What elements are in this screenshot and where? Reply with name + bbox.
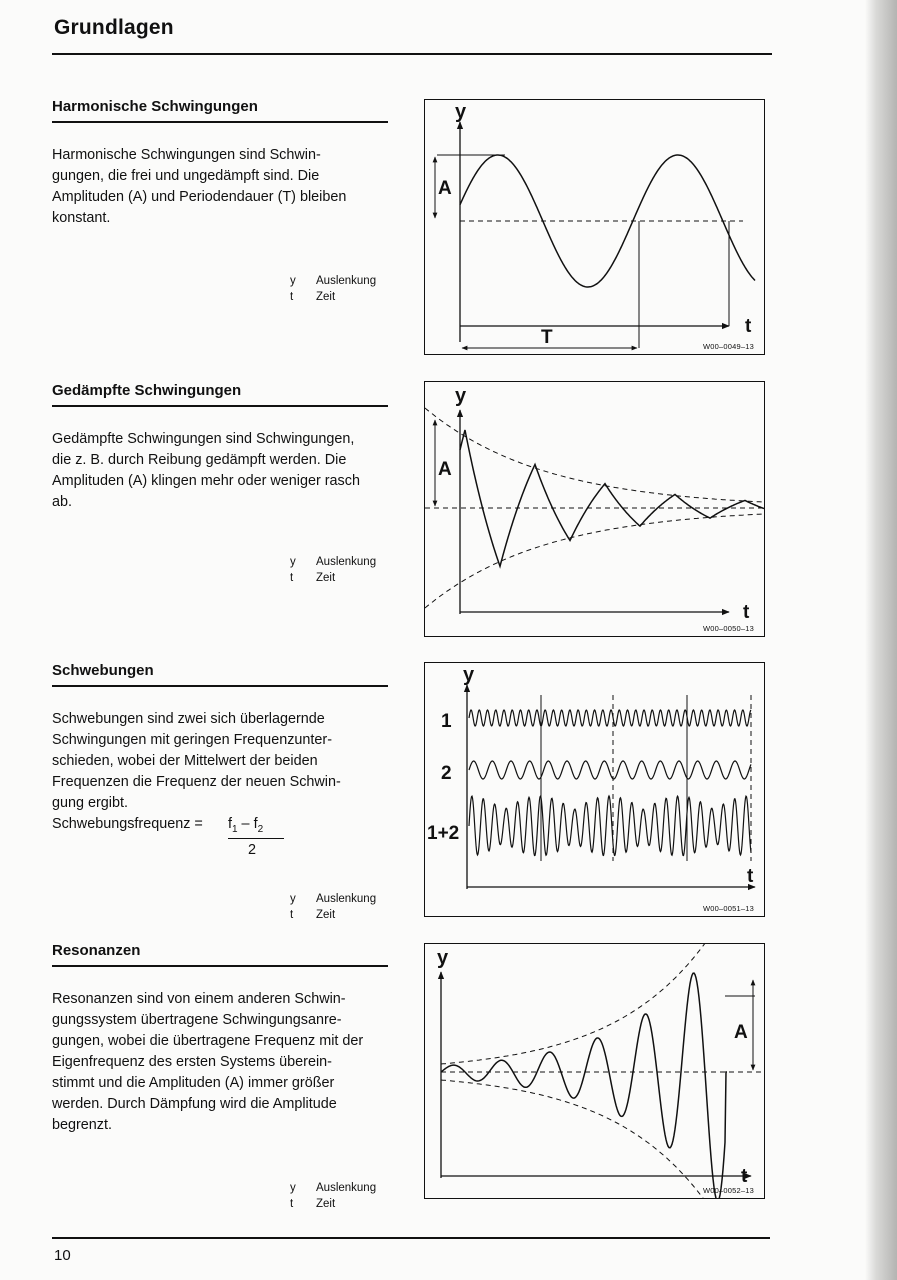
legend-meaning: Zeit <box>316 909 336 921</box>
figure-code: W00–0049–13 <box>703 342 754 351</box>
section-beat <box>52 662 392 858</box>
text-line: gungen, wobei die übertragene Frequenz mit der <box>52 1033 364 1049</box>
legend-symbol: y <box>290 275 296 287</box>
legend-symbol: t <box>290 1198 294 1210</box>
text-line: Amplituden (A) klingen mehr oder weniger rasch <box>52 473 360 489</box>
section-resonance <box>52 942 392 1136</box>
page-number: 10 <box>54 1247 71 1264</box>
legend-meaning: Zeit <box>316 1198 336 1210</box>
y-axis-label: y <box>463 664 475 686</box>
text-line: konstant. <box>52 210 111 226</box>
text-line: Frequenzen die Frequenz der neuen Schwin- <box>52 774 341 790</box>
t-axis-label: t <box>745 316 752 337</box>
damped-diagram <box>425 382 764 636</box>
envelope-lower <box>425 514 763 608</box>
text-line: gungssystem übertragene Schwingungsanre- <box>52 1012 342 1028</box>
legend-meaning: Auslenkung <box>316 1182 377 1194</box>
text-line: Amplituden (A) und Periodendauer (T) bleiben <box>52 189 347 205</box>
text-line: schieden, wobei der Mittelwert der beiden <box>52 753 318 769</box>
text-line: gungen, die frei und ungedämpft sind. Die <box>52 168 320 184</box>
section-harmonic <box>52 98 392 229</box>
envelope-upper <box>425 408 763 502</box>
text-line: die z. B. durch Reibung gedämpft werden. Die <box>52 452 347 468</box>
text-line: Harmonische Schwingungen sind Schwin- <box>52 147 321 163</box>
section-heading: Gedämpfte Schwingungen <box>52 382 388 407</box>
envelope-upper <box>441 944 763 1064</box>
row-label: 1 <box>441 711 452 732</box>
legend-symbol: t <box>290 909 294 921</box>
figure-damped <box>424 381 765 637</box>
amplitude-label: A <box>734 1022 748 1043</box>
text-line: Eigenfrequenz des ersten Systems überein- <box>52 1054 332 1070</box>
page-edge-shadow <box>865 0 897 1280</box>
damped-curve <box>460 430 764 566</box>
text-line: gung ergibt. <box>52 795 129 811</box>
text-line: Resonanzen sind von einem anderen Schwin- <box>52 991 346 1007</box>
footer-rule <box>52 1237 770 1239</box>
legend-meaning: Zeit <box>316 572 336 584</box>
y-axis-label: y <box>455 101 467 123</box>
title-rule <box>52 53 772 55</box>
text-line: Schwingungen mit geringen Frequenzunter- <box>52 732 332 748</box>
legend-symbol: y <box>290 1182 296 1194</box>
t-axis-label: t <box>743 602 750 623</box>
row-label: 1+2 <box>427 823 460 844</box>
section-text <box>52 989 390 1136</box>
t-axis-label: t <box>741 1166 748 1187</box>
text-line: Schwebungen sind zwei sich überlagernde <box>52 711 325 727</box>
figure-code: W00–0051–13 <box>703 904 754 913</box>
legend-symbol: y <box>290 556 296 568</box>
legend <box>290 891 376 923</box>
legend-meaning: Auslenkung <box>316 556 377 568</box>
row-label: 2 <box>441 763 452 784</box>
legend-meaning: Auslenkung <box>316 893 377 905</box>
legend-meaning: Auslenkung <box>316 275 377 287</box>
text-line: ab. <box>52 494 73 510</box>
section-heading: Harmonische Schwingungen <box>52 98 388 123</box>
legend-symbol: y <box>290 893 296 905</box>
figure-code: W00–0050–13 <box>703 624 754 633</box>
text-line: Gedämpfte Schwingungen sind Schwingungen, <box>52 431 355 447</box>
legend <box>290 273 376 305</box>
legend-symbol: t <box>290 572 294 584</box>
formula-denominator: 2 <box>248 842 257 858</box>
figure-harmonic <box>424 99 765 355</box>
period-label: T <box>541 327 553 348</box>
section-damped <box>52 382 392 513</box>
legend-symbol: t <box>290 291 294 303</box>
wave-1 <box>469 710 751 726</box>
legend <box>290 1180 376 1212</box>
section-heading: Resonanzen <box>52 942 388 967</box>
y-axis-label: y <box>455 385 467 407</box>
text-line: begrenzt. <box>52 1117 113 1133</box>
section-text <box>52 429 390 513</box>
section-text <box>52 145 390 229</box>
formula-lhs: Schwebungsfrequenz = <box>52 816 203 832</box>
t-axis-label: t <box>747 866 754 887</box>
resonance-diagram <box>425 944 764 1198</box>
wave-2 <box>469 761 751 779</box>
y-axis-label: y <box>437 947 449 969</box>
beat-diagram <box>425 663 764 916</box>
page-title: Grundlagen <box>54 16 174 39</box>
envelope-lower <box>441 1080 763 1198</box>
section-heading: Schwebungen <box>52 662 388 687</box>
amplitude-label: A <box>438 459 452 480</box>
figure-code: W00–0052–13 <box>703 1186 754 1195</box>
amplitude-label: A <box>438 178 452 199</box>
figure-resonance <box>424 943 765 1199</box>
text-line: werden. Durch Dämpfung wird die Amplitude <box>52 1096 337 1112</box>
fraction-bar <box>228 838 284 839</box>
formula-numerator: $f_1 - f_2$ <box>228 816 264 835</box>
text-line: stimmt und die Amplituden (A) immer größer <box>52 1075 335 1091</box>
wave-sum <box>469 796 751 856</box>
legend <box>290 554 376 586</box>
legend-meaning: Zeit <box>316 291 336 303</box>
figure-beat <box>424 662 765 917</box>
harmonic-diagram <box>425 100 764 354</box>
section-text <box>52 709 390 858</box>
resonance-curve <box>441 973 727 1198</box>
beat-frequency-formula <box>52 814 390 858</box>
